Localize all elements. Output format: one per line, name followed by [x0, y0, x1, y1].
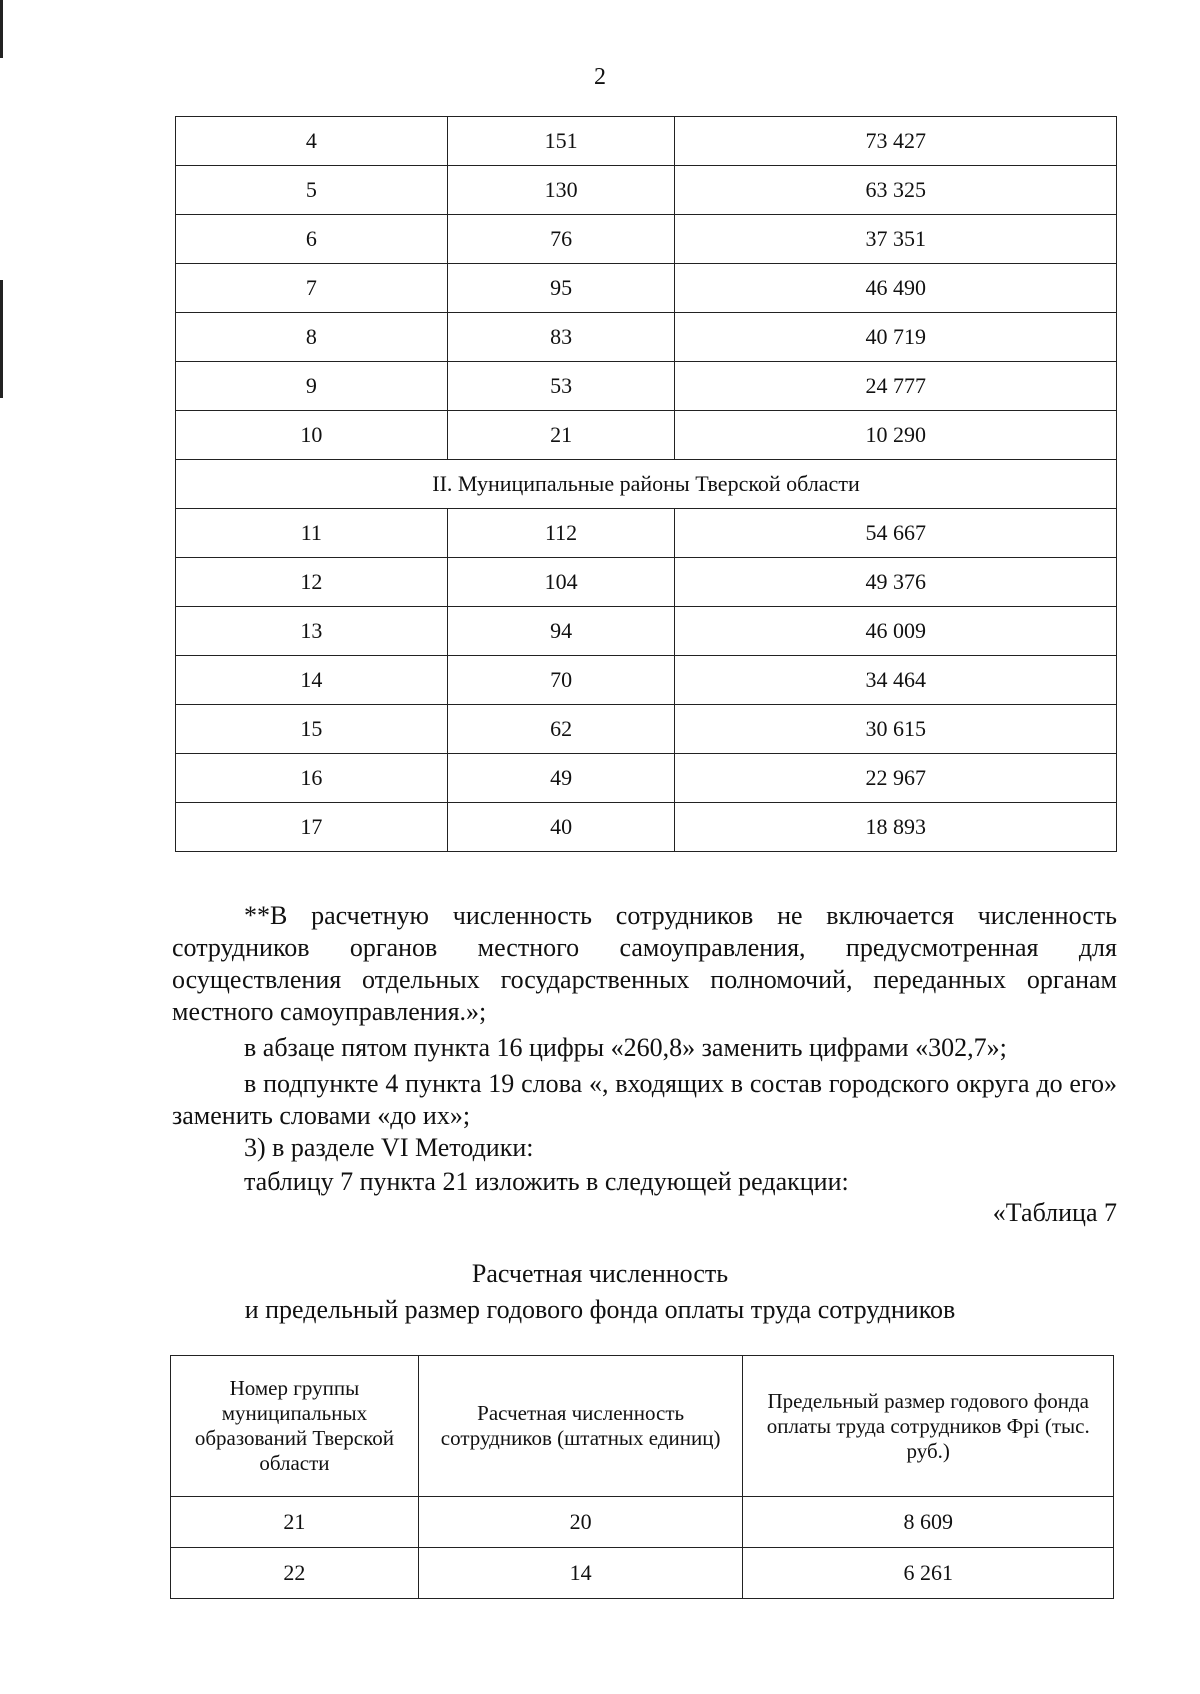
wage-fund-cell: 49 376	[675, 558, 1117, 607]
table-row	[176, 509, 1117, 558]
wage-fund-cell: 18 893	[675, 803, 1117, 852]
staff-count-cell: 70	[447, 656, 675, 705]
table1-rows-cities	[176, 117, 1117, 460]
table-row	[176, 705, 1117, 754]
amendment-para-19: в подпункте 4 пункта 19 слова «, входящих в состав городского округа до его» заменить словами «до их»;	[172, 1069, 1117, 1130]
staff-table-continued	[175, 116, 1117, 852]
staff-count-cell: 83	[447, 313, 675, 362]
wage-fund-cell: 40 719	[675, 313, 1117, 362]
table-row	[176, 754, 1117, 803]
group-number-cell: 22	[171, 1548, 419, 1599]
header-staff-count: Расчетная численность сотрудников (штатных единиц)	[418, 1356, 743, 1497]
group-number-cell: 16	[176, 754, 448, 803]
header-wage-fund: Предельный размер годового фонда оплаты труда сотрудников Фрі (тыс. руб.)	[743, 1356, 1114, 1497]
section-row	[176, 460, 1117, 509]
table7-intro: таблицу 7 пункта 21 изложить в следующей редакции:	[244, 1167, 849, 1196]
table-row	[176, 215, 1117, 264]
wage-fund-cell: 22 967	[675, 754, 1117, 803]
table-row	[176, 607, 1117, 656]
table-row	[171, 1548, 1114, 1599]
table7-rows	[171, 1497, 1114, 1599]
table7-header-row	[171, 1356, 1114, 1497]
staff-count-cell: 151	[447, 117, 675, 166]
table7-label: «Таблица 7	[992, 1198, 1117, 1227]
staff-count-cell: 21	[447, 411, 675, 460]
group-number-cell: 5	[176, 166, 448, 215]
wage-fund-cell: 46 490	[675, 264, 1117, 313]
table1-rows-districts	[176, 509, 1117, 852]
wage-fund-cell: 73 427	[675, 117, 1117, 166]
header-group-number: Номер группы муниципальных образований Тверской области	[171, 1356, 419, 1497]
scan-edge-mark-top	[0, 0, 3, 58]
group-number-cell: 9	[176, 362, 448, 411]
table-row	[176, 362, 1117, 411]
wage-fund-cell: 10 290	[675, 411, 1117, 460]
group-number-cell: 12	[176, 558, 448, 607]
group-number-cell: 21	[171, 1497, 419, 1548]
wage-fund-cell: 30 615	[675, 705, 1117, 754]
group-number-cell: 11	[176, 509, 448, 558]
staff-count-cell: 14	[418, 1548, 743, 1599]
wage-fund-cell: 37 351	[675, 215, 1117, 264]
table-row	[176, 656, 1117, 705]
scan-edge-mark-middle	[0, 280, 3, 398]
staff-count-cell: 49	[447, 754, 675, 803]
group-number-cell: 14	[176, 656, 448, 705]
staff-count-cell: 104	[447, 558, 675, 607]
footnote-paragraph: **В расчетную численность сотрудников не включается численность сотрудников органов местного самоуправления, предусмотренная для осуществления отдельных государственных полномочий, переданных органам местного самоуправления.»;	[172, 901, 1117, 1026]
group-number-cell: 13	[176, 607, 448, 656]
table7	[170, 1355, 1114, 1599]
page-number: 2	[594, 64, 606, 90]
table-row	[176, 117, 1117, 166]
group-number-cell: 10	[176, 411, 448, 460]
staff-count-cell: 62	[447, 705, 675, 754]
table-row	[176, 411, 1117, 460]
wage-fund-cell: 34 464	[675, 656, 1117, 705]
staff-count-cell: 40	[447, 803, 675, 852]
table7-caption-line2: и предельный размер годового фонда оплаты труда сотрудников	[244, 1295, 956, 1324]
table-row	[176, 803, 1117, 852]
amendment-para-16: в абзаце пятом пункта 16 цифры «260,8» заменить цифрами «302,7»;	[244, 1033, 1007, 1062]
table7-caption-line1: Расчетная численность	[471, 1259, 729, 1288]
group-number-cell: 7	[176, 264, 448, 313]
group-number-cell: 17	[176, 803, 448, 852]
group-number-cell: 6	[176, 215, 448, 264]
group-number-cell: 15	[176, 705, 448, 754]
section-title: II. Муниципальные районы Тверской области	[176, 460, 1117, 509]
wage-fund-cell: 8 609	[743, 1497, 1114, 1548]
staff-count-cell: 53	[447, 362, 675, 411]
amendment-item-3: 3) в разделе VI Методики:	[244, 1133, 534, 1162]
staff-count-cell: 130	[447, 166, 675, 215]
staff-count-cell: 76	[447, 215, 675, 264]
staff-count-cell: 95	[447, 264, 675, 313]
wage-fund-cell: 54 667	[675, 509, 1117, 558]
table-row	[176, 264, 1117, 313]
group-number-cell: 4	[176, 117, 448, 166]
group-number-cell: 8	[176, 313, 448, 362]
staff-count-cell: 94	[447, 607, 675, 656]
table-row	[176, 313, 1117, 362]
table-row	[176, 166, 1117, 215]
wage-fund-cell: 24 777	[675, 362, 1117, 411]
wage-fund-cell: 46 009	[675, 607, 1117, 656]
wage-fund-cell: 6 261	[743, 1548, 1114, 1599]
staff-count-cell: 112	[447, 509, 675, 558]
staff-count-cell: 20	[418, 1497, 743, 1548]
table-row	[176, 558, 1117, 607]
table-row	[171, 1497, 1114, 1548]
wage-fund-cell: 63 325	[675, 166, 1117, 215]
table1-section	[176, 460, 1117, 509]
